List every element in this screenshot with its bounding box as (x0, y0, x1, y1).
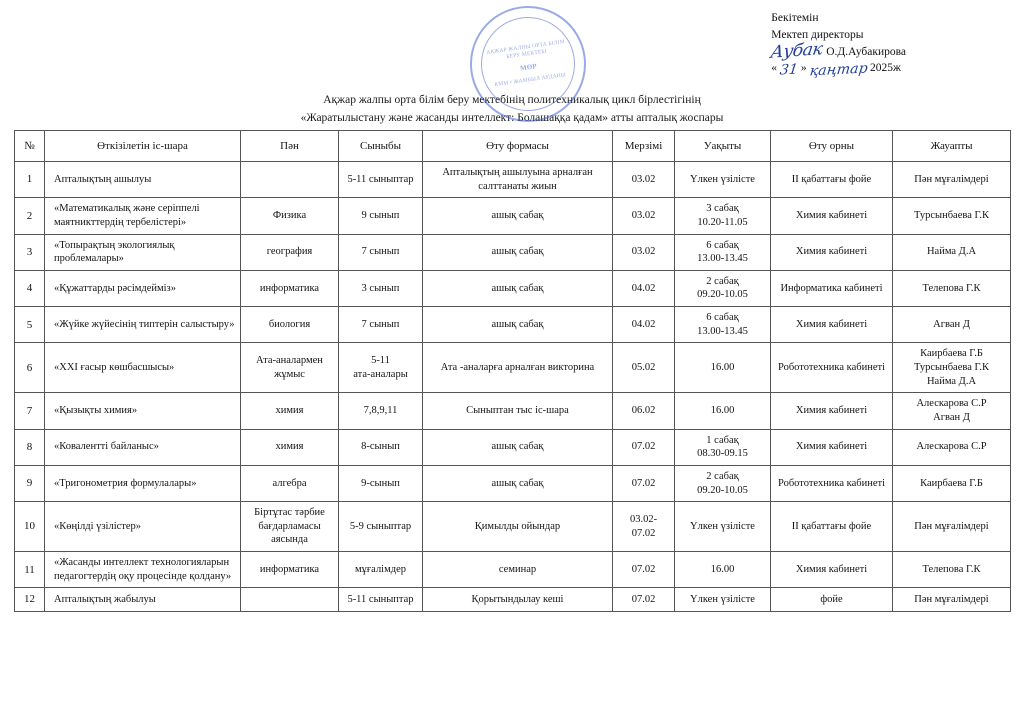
cell-date: 06.02 (613, 393, 675, 429)
header-date: Мерзімі (613, 131, 675, 162)
cell-num: 3 (15, 234, 45, 270)
cell-subject: география (241, 234, 339, 270)
cell-event: «Математикалық және серіппелі маятникттердің тербелістері» (45, 198, 241, 234)
cell-subject: Біртұтас тәрбие бағдарламасы аясында (241, 502, 339, 552)
table-row (15, 234, 1011, 270)
cell-grade: 8-сынып (339, 429, 423, 465)
cell-place: Химия кабинеті (771, 552, 893, 588)
header-event: Өткізілетін іс-шара (45, 131, 241, 162)
title-line-2: «Жаратылыстану және жасанды интеллект: Болашаққа қадам» атты апталық жоспары (300, 111, 724, 124)
table-row (15, 393, 1011, 429)
stamp-bottom-text: КММ • ЖАМБЫЛ АУДАНЫ (494, 71, 567, 88)
header-time: Уақыты (675, 131, 771, 162)
cell-grade: 7 сынып (339, 234, 423, 270)
cell-date: 04.02 (613, 270, 675, 306)
cell-form: ашық сабақ (423, 307, 613, 343)
cell-subject: информатика (241, 552, 339, 588)
cell-num: 9 (15, 465, 45, 501)
header-subject: Пән (241, 131, 339, 162)
cell-num: 11 (15, 552, 45, 588)
cell-time: 16.00 (675, 343, 771, 393)
cell-form: ашық сабақ (423, 465, 613, 501)
cell-grade: 5-11 сыныптар (339, 588, 423, 611)
cell-subject: химия (241, 393, 339, 429)
cell-time: 1 сабақ 08.30-09.15 (675, 429, 771, 465)
cell-subject (241, 588, 339, 611)
approval-label: Бекітемін (771, 12, 819, 24)
date-month: қаңтар (808, 60, 869, 80)
cell-form: ашық сабақ (423, 429, 613, 465)
date-open-quote: « (771, 62, 778, 75)
cell-num: 6 (15, 343, 45, 393)
cell-responsible: Пән мұғалімдері (893, 162, 1011, 198)
cell-grade: 9 сынып (339, 198, 423, 234)
cell-num: 8 (15, 429, 45, 465)
approval-block (769, 10, 906, 80)
cell-time: Үлкен үзілісте (675, 162, 771, 198)
cell-form: Апталықтың ашылуына арналған салттанаты жиын (423, 162, 613, 198)
header-num: № (15, 131, 45, 162)
cell-form: Қимылды ойындар (423, 502, 613, 552)
table-row (15, 343, 1011, 393)
header-grade: Сыныбы (339, 131, 423, 162)
cell-num: 1 (15, 162, 45, 198)
title-line-1: Ақжар жалпы орта білім беру мектебінің политехникалық цикл бірлестігінің (323, 94, 701, 106)
cell-date: 03.02 (613, 234, 675, 270)
director-name: О.Д.Аубакирова (826, 45, 906, 58)
cell-responsible: Пән мұғалімдері (893, 588, 1011, 611)
cell-place: Химия кабинеті (771, 234, 893, 270)
cell-subject: биология (241, 307, 339, 343)
cell-subject: алгебра (241, 465, 339, 501)
header-form: Өту формасы (423, 131, 613, 162)
cell-responsible: Турсынбаева Г.К (893, 198, 1011, 234)
cell-num: 10 (15, 502, 45, 552)
cell-time: 2 сабақ 09.20-10.05 (675, 270, 771, 306)
cell-subject: Физика (241, 198, 339, 234)
cell-event: «Топырақтың экологиялық проблемалары» (45, 234, 241, 270)
cell-subject: химия (241, 429, 339, 465)
cell-event: «Қызықты химия» (45, 393, 241, 429)
cell-date: 03.02 (613, 198, 675, 234)
director-label: Мектеп директоры (771, 28, 864, 41)
cell-place: Робототехника кабинеті (771, 343, 893, 393)
schedule-table (14, 130, 1011, 612)
table-row (15, 502, 1011, 552)
table-header-row (15, 131, 1011, 162)
cell-time: 6 сабақ 13.00-13.45 (675, 234, 771, 270)
table-row (15, 162, 1011, 198)
cell-form: Сыныптан тыс іс-шара (423, 393, 613, 429)
cell-place: ІІ қабаттағы фойе (771, 502, 893, 552)
cell-event: «Жүйке жүйесінің типтерін салыстыру» (45, 307, 241, 343)
cell-form: ашық сабақ (423, 270, 613, 306)
cell-grade: 5-9 сыныптар (339, 502, 423, 552)
cell-time: Үлкен үзілісте (675, 588, 771, 611)
cell-form: Ата -аналарға арналған викторина (423, 343, 613, 393)
cell-event: Апталықтың ашылуы (45, 162, 241, 198)
cell-responsible: Телепова Г.К (893, 270, 1011, 306)
cell-subject (241, 162, 339, 198)
cell-subject: Ата-аналармен жұмыс (241, 343, 339, 393)
signature-row (769, 39, 906, 64)
cell-place: Информатика кабинеті (771, 270, 893, 306)
schedule-table-wrapper (14, 130, 1010, 612)
date-year: 2025ж (869, 62, 901, 75)
cell-form: Қорытындылау кеші (423, 588, 613, 611)
cell-event: «Көңілді үзілістер» (45, 502, 241, 552)
cell-place: Химия кабинеті (771, 307, 893, 343)
table-row (15, 588, 1011, 611)
cell-responsible: Каирбаева Г.Б (893, 465, 1011, 501)
cell-date: 03.02 (613, 162, 675, 198)
cell-event: «Тригонометрия формулалары» (45, 465, 241, 501)
date-day: 31 (778, 61, 799, 79)
cell-time: 2 сабақ 09.20-10.05 (675, 465, 771, 501)
table-row (15, 270, 1011, 306)
table-row (15, 552, 1011, 588)
table-row (15, 307, 1011, 343)
cell-num: 12 (15, 588, 45, 611)
cell-responsible: Агван Д (893, 307, 1011, 343)
cell-time: Үлкен үзілісте (675, 502, 771, 552)
cell-subject: информатика (241, 270, 339, 306)
cell-date: 07.02 (613, 588, 675, 611)
stamp-center-text: МӨР (519, 61, 538, 73)
cell-date: 07.02 (613, 552, 675, 588)
cell-num: 5 (15, 307, 45, 343)
header-place: Өту орны (771, 131, 893, 162)
table-row (15, 465, 1011, 501)
cell-grade: 3 сынып (339, 270, 423, 306)
cell-grade: 7,8,9,11 (339, 393, 423, 429)
cell-date: 04.02 (613, 307, 675, 343)
table-row (15, 198, 1011, 234)
stamp-top-text: АҚЖАР ЖАЛПЫ ОРТА БІЛІМ БЕРУ МЕКТЕБІ (486, 38, 566, 61)
cell-time: 6 сабақ 13.00-13.45 (675, 307, 771, 343)
cell-event: Апталықтың жабылуы (45, 588, 241, 611)
date-close-quote: » (800, 62, 807, 75)
cell-form: ашық сабақ (423, 234, 613, 270)
cell-responsible: Каирбаева Г.Б Турсынбаева Г.К Найма Д.А (893, 343, 1011, 393)
cell-event: «Коваленттi байланыс» (45, 429, 241, 465)
cell-date: 03.02- 07.02 (613, 502, 675, 552)
cell-num: 7 (15, 393, 45, 429)
cell-place: Химия кабинеті (771, 393, 893, 429)
cell-event: «Құжаттарды рәсімдейміз» (45, 270, 241, 306)
approval-date-row (771, 60, 906, 80)
cell-place: Химия кабинеті (771, 429, 893, 465)
cell-grade: 7 сынып (339, 307, 423, 343)
cell-place: Химия кабинеті (771, 198, 893, 234)
cell-date: 07.02 (613, 429, 675, 465)
cell-grade: 5-11 ата-аналары (339, 343, 423, 393)
cell-form: ашық сабақ (423, 198, 613, 234)
cell-event: «Жасанды интеллект технологияларын педагогтердің оқу процесінде қолдану» (45, 552, 241, 588)
cell-responsible: Найма Д.А (893, 234, 1011, 270)
cell-time: 3 сабақ 10.20-11.05 (675, 198, 771, 234)
cell-form: семинар (423, 552, 613, 588)
schedule-table-body (15, 162, 1011, 612)
cell-responsible: Алескарова С.Р Агван Д (893, 393, 1011, 429)
cell-date: 07.02 (613, 465, 675, 501)
cell-event: «ХХІ ғасыр көшбасшысы» (45, 343, 241, 393)
cell-grade: мұғалімдер (339, 552, 423, 588)
cell-responsible: Пән мұғалімдері (893, 502, 1011, 552)
cell-responsible: Алескарова С.Р (893, 429, 1011, 465)
table-row (15, 429, 1011, 465)
cell-time: 16.00 (675, 393, 771, 429)
cell-time: 16.00 (675, 552, 771, 588)
cell-num: 2 (15, 198, 45, 234)
cell-num: 4 (15, 270, 45, 306)
cell-date: 05.02 (613, 343, 675, 393)
cell-responsible: Телепова Г.К (893, 552, 1011, 588)
cell-place: фойе (771, 588, 893, 611)
cell-grade: 9-сынып (339, 465, 423, 501)
header-responsible: Жауапты (893, 131, 1011, 162)
handwritten-signature: Аубак (769, 39, 824, 64)
cell-grade: 5-11 сыныптар (339, 162, 423, 198)
cell-place: ІІ қабаттағы фойе (771, 162, 893, 198)
cell-place: Робототехника кабинеті (771, 465, 893, 501)
